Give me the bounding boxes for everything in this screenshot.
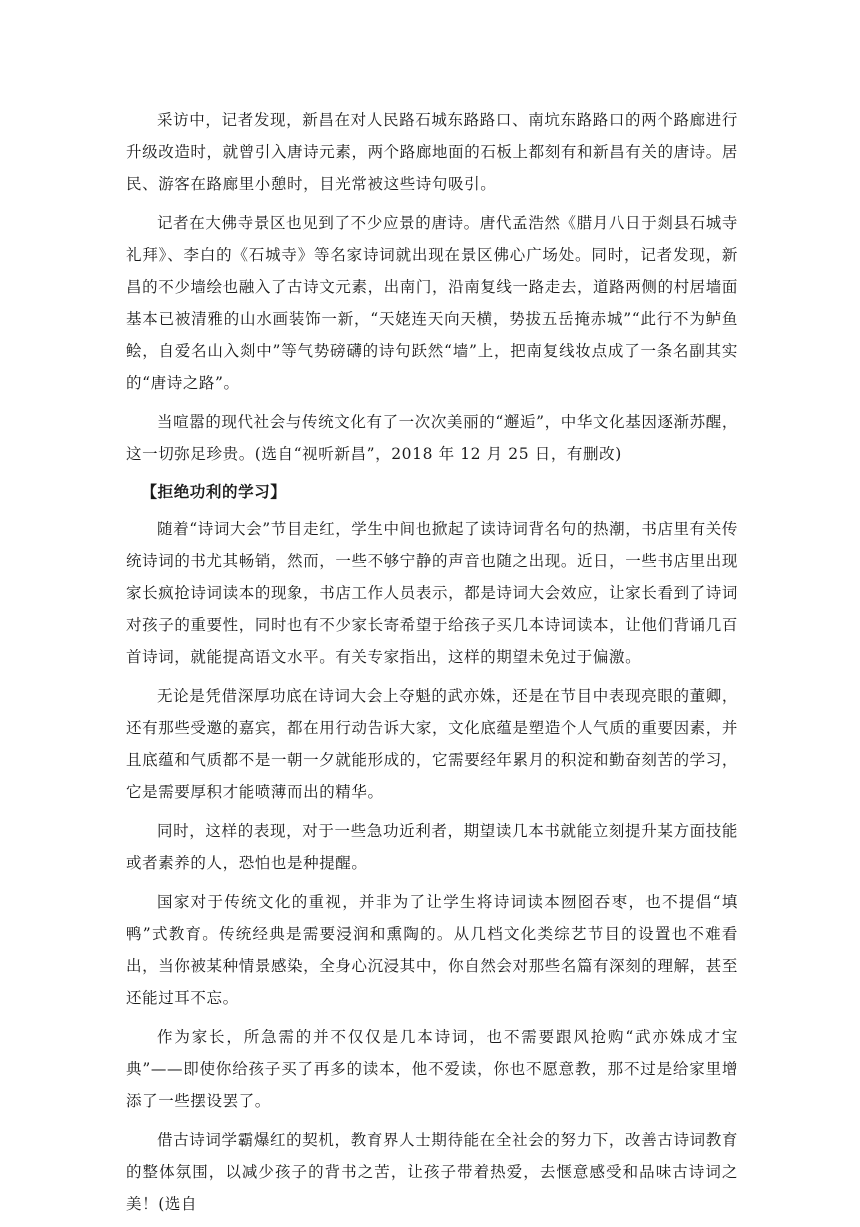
paragraph-cultural-heritage: 无论是凭借深厚功底在诗词大会上夺魁的武亦姝，还是在节目中表现亮眼的董卿，还有那些受邀的嘉宾，都在用行动告诉大家，文化底蕴是塑造个人气质的重要因素，并且底蕴和气质都不是一朝一夕就能形成的，它需要经年累月的积淀和勤奋刻苦的学习，它是需要厚积才能喷薄而出的精华。 bbox=[126, 687, 738, 801]
paragraph-poetry-show: 随着“诗词大会”节目走红，学生中间也掀起了读诗词背名句的热潮，书店里有关传统诗词的书尤其畅销，然而，一些不够宁静的声音也随之出现。近日，一些书店里出现家长疯抢诗词读本的现象，书店工作人员表示，都是诗词大会效应，让家长看到了诗词对孩子的重要性，同时也有不少家长寄希望于给孩子买几本诗词读本，让他们背诵几百首诗词，就能提高语文水平。有关专家指出，这样的期望未免过于偏激。 bbox=[126, 520, 738, 666]
document-page bbox=[126, 104, 738, 1227]
paragraph-route-corridor: 采访中，记者发现，新昌在对人民路石城东路路口、南坑东路路口的两个路廊进行升级改造时，就曾引入唐诗元素，两个路廊地面的石板上都刻有和新昌有关的唐诗。居民、游客在路廊里小憩时，目光常被这些诗句吸引。 bbox=[126, 111, 738, 193]
paragraph-parents: 作为家长，所急需的并不仅仅是几本诗词，也不需要跟风抢购“武亦姝成才宝典”——即使你给孩子买了再多的读本，他不爱读，你也不愿意教，那不过是给家里增添了一些摆设罢了。 bbox=[126, 1028, 738, 1110]
paragraph-dafo-temple: 记者在大佛寺景区也见到了不少应景的唐诗。唐代孟浩然《腊月八日于剡县石城寺礼拜》、李白的《石城寺》等名家诗词就出现在景区佛心广场处。同时，记者发现，新昌的不少墙绘也融入了古诗文元素，出南门，沿南复线一路走去，道路两侧的村居墙面基本已被清雅的山水画装饰一新，“天姥连天向天横，势拔五岳掩赤城”“此行不为鲈鱼鲙，自爱名山入剡中”等气势磅礴的诗句跃然“墙”上，把南复线妆点成了一条名副其实的“唐诗之路”。 bbox=[126, 214, 738, 392]
paragraph-encounter: 当喧嚣的现代社会与传统文化有了一次次美丽的“邂逅”，中华文化基因逐渐苏醒，这一切弥足珍贵。(选自“视听新昌”，2018 年 12 月 25 日，有删改) bbox=[126, 413, 738, 463]
paragraph-reminder: 同时，这样的表现，对于一些急功近利者，期望读几本书就能立刻提升某方面技能或者素养的人，恐怕也是种提醒。 bbox=[126, 822, 738, 872]
paragraph-national-emphasis: 国家对于传统文化的重视，并非为了让学生将诗词读本囫囵吞枣，也不提倡“填鸭”式教育。传统经典是需要浸润和熏陶的。从几档文化类综艺节目的设置也不难看出，当你被某种情景感染，全身心沉浸其中，你自然会对那些名篇有深刻的理解，甚至还能过耳不忘。 bbox=[126, 893, 738, 1007]
section-heading: 【拒绝功利的学习】 bbox=[141, 483, 287, 501]
paragraph-conclusion: 借古诗词学霸爆红的契机，教育界人士期待能在全社会的努力下，改善古诗词教育的整体氛围，以减少孩子的背书之苦，让孩子带着热爱，去惬意感受和品味古诗词之美！(选自 bbox=[126, 1131, 738, 1213]
